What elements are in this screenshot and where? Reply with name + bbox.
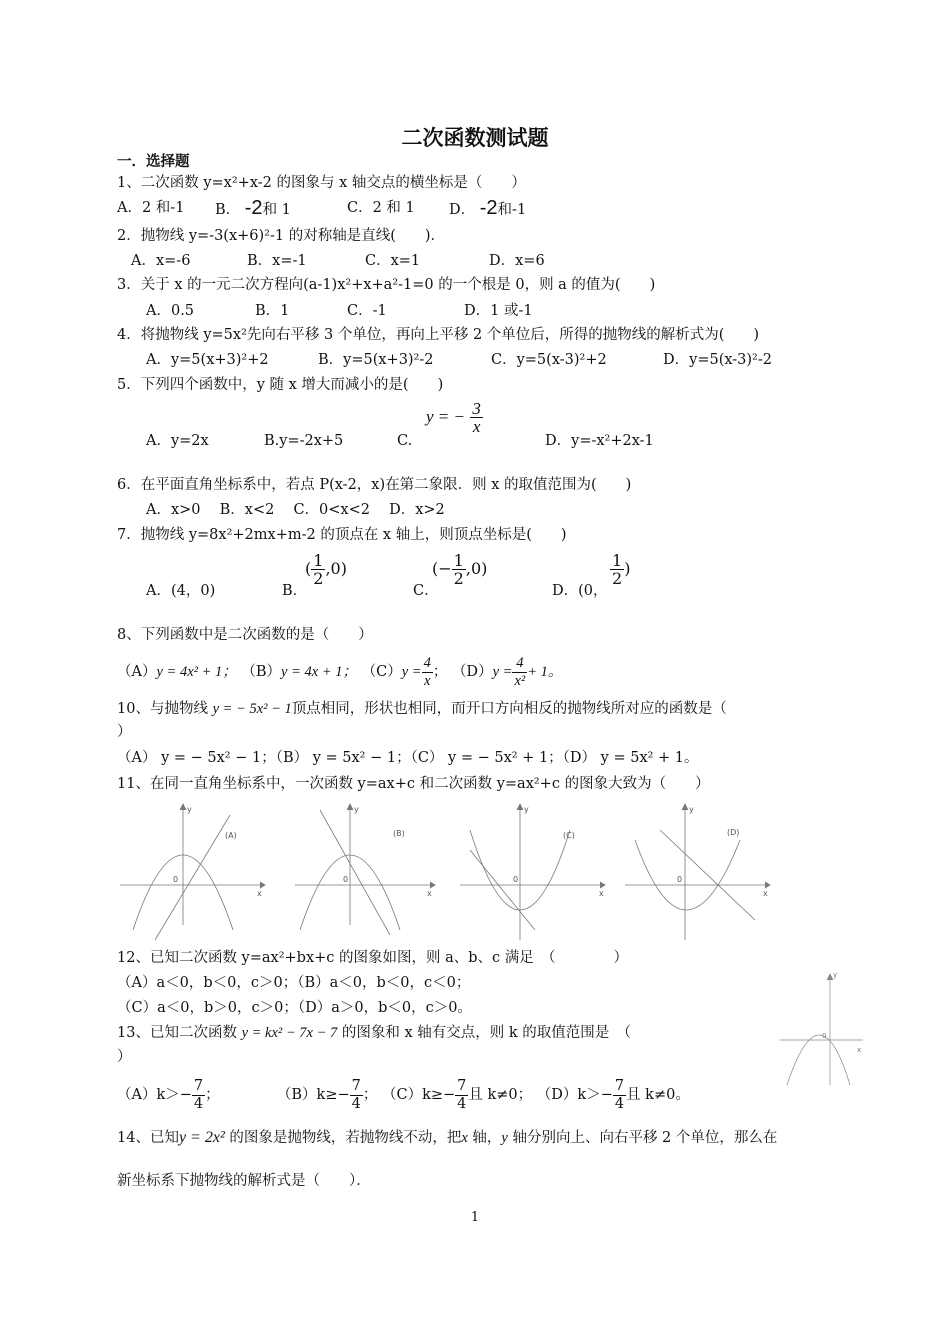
q11-y-b: y <box>354 805 359 814</box>
question-2-stem: 2．抛物线 y=-3(x+6)²-1 的对称轴是直线( )． <box>117 228 446 244</box>
q11-y-c: y <box>524 805 529 814</box>
question-7-stem: 7．抛物线 y=8x²+2mx+m-2 的顶点在 x 轴上，则顶点坐标是( ) <box>117 527 567 543</box>
q11-label-c: (C) <box>563 831 575 840</box>
q4-option-d: D．y=5(x-3)²-2 <box>663 352 772 368</box>
q12-options-line1: （A）a＜0，b＜0，c＞0；（B）a＜0，b＜0，c＜0； <box>117 975 471 991</box>
page-title: 二次函数测试题 <box>401 126 549 150</box>
q3-option-a: A．0.5 <box>146 303 195 319</box>
q11-graphs <box>115 800 775 950</box>
q11-origin-d: 0 <box>677 875 683 884</box>
q11-origin-a: 0 <box>173 875 179 884</box>
q7-option-d-fraction: $\frac{1}{2}$ ) <box>612 551 631 588</box>
question-14-stem-line2: 新坐标系下抛物线的解析式是（ ）． <box>117 1173 371 1189</box>
q3-option-c: C．-1 <box>347 303 387 319</box>
q3-option-b: B．1 <box>255 303 290 319</box>
question-14-stem: 14、已知y = 2x² 的图象是抛物线，若抛物线不动，把x 轴，y 轴分别向上、向右平移 2 个单位，那么在 <box>117 1129 778 1146</box>
q7-option-d: D．(0， <box>552 583 608 599</box>
q12-graph-origin: 0 <box>822 1032 827 1040</box>
q7-option-b-label: B． <box>282 583 308 599</box>
q5-option-a: A．y=2x <box>146 433 209 449</box>
q1-option-c: C．2 和 1 <box>347 200 415 216</box>
q12-graph <box>775 965 870 1090</box>
q2-option-c: C．x=1 <box>365 253 421 269</box>
question-6-stem: 6．在平面直角坐标系中，若点 P(x-2，x)在第二象限．则 x 的取值范围为( ) <box>117 477 632 493</box>
question-10-stem: 10、与抛物线 y = − 5x² − 1顶点相同，形状也相同，而开口方向相反的抛物线所对应的函数是（ <box>117 701 727 717</box>
q11-y-d: y <box>689 805 694 814</box>
q8-options: （A）y = 4x² + 1； （B）y = 4x + 1； （C）y = $\frac{4}{x}$ ； （D）y = $\frac{4}{\text{x²}}$ + 1。 <box>117 654 563 689</box>
q2-option-d: D．x=6 <box>489 253 545 269</box>
q11-graph-d <box>625 804 770 940</box>
q11-x-a: x <box>257 889 262 898</box>
q11-x-b: x <box>427 889 432 898</box>
q4-option-a: A．y=5(x+3)²+2 <box>146 352 269 368</box>
q11-graph-b <box>295 804 435 935</box>
q4-option-c: C．y=5(x-3)²+2 <box>491 352 607 368</box>
q5-option-c-label: C. <box>397 433 413 449</box>
q3-option-d: D．1 或-1 <box>464 303 533 319</box>
q13-options: （A）k＞− $\frac{7}{4}$ ； （B）k≥− $\frac{7}{4}$ ； （C）k≥− $\frac{7}{4}$ 且 k≠0； （D）k＞− $\frac{7}{4}$ 且 k≠0。 <box>117 1077 690 1112</box>
question-3-stem: 3．关于 x 的一元二次方程向(a-1)x²+x+a²-1=0 的一个根是 0，则 a 的值为( ) <box>117 277 656 293</box>
q7-option-a: A．(4，0) <box>146 583 216 599</box>
q11-graph-a <box>120 804 265 940</box>
section-heading: 一．选择题 <box>117 154 190 170</box>
q5-option-b: B.y=-2x+5 <box>264 433 344 449</box>
q5-option-c-formula: y = − $\frac{3}{x}$ <box>426 399 481 436</box>
q11-x-d: x <box>763 889 768 898</box>
q11-y-a: y <box>187 805 192 814</box>
q11-x-c: x <box>599 889 604 898</box>
question-13-stem-end: ） <box>117 1049 132 1065</box>
q11-label-b: (B) <box>393 829 405 838</box>
q1-option-b: B． -2和 1 <box>215 197 291 219</box>
q12-graph-y: y <box>833 971 838 979</box>
q11-label-a: (A) <box>225 831 237 840</box>
q5-option-d: D．y=-x²+2x-1 <box>545 433 654 449</box>
question-5-stem: 5．下列四个函数中，y 随 x 增大而减小的是( ) <box>117 377 444 393</box>
q11-label-d: (D) <box>727 828 740 837</box>
q1-option-d: D． -2和-1 <box>449 197 527 219</box>
q10-options: （A） y = − 5x² − 1；（B） y = 5x² − 1；（C） y = − 5x² + 1；（D） y = 5x² + 1。 <box>117 750 699 766</box>
question-12-stem: 12、已知二次函数 y=ax²+bx+c 的图象如图，则 a、b、c 满足 （ ） <box>117 950 629 966</box>
q2-option-a: A．x=-6 <box>131 253 191 269</box>
q6-options: A．x>0 B．x<2 C．0<x<2 D．x>2 <box>146 502 445 518</box>
question-1-stem: 1、二次函数 y=x²+x-2 的图象与 x 轴交点的横坐标是（ ） <box>117 175 526 191</box>
q2-option-b: B．x=-1 <box>247 253 307 269</box>
question-8-stem: 8、下列函数中是二次函数的是（ ） <box>117 627 373 643</box>
q11-origin-b: 0 <box>343 875 349 884</box>
q7-option-c-label: C． <box>413 583 439 599</box>
question-10-stem-end: ） <box>117 724 132 740</box>
question-11-stem: 11、在同一直角坐标系中，一次函数 y=ax+c 和二次函数 y=ax²+c 的图象大致为（ ） <box>117 776 710 792</box>
question-13-stem: 13、已知二次函数 y = kx² − 7x − 7 的图象和 x 轴有交点，则 k 的取值范围是 （ <box>117 1025 632 1041</box>
q12-options-line2: （C）a＜0，b＞0，c＞0；（D）a＞0，b＜0，c＞0。 <box>117 1000 472 1016</box>
q12-graph-x: x <box>857 1046 862 1054</box>
q7-option-b-formula: ( $\frac{1}{2}$ ,0) <box>305 551 347 588</box>
question-4-stem: 4．将抛物线 y=5x²先向右平移 3 个单位，再向上平移 2 个单位后，所得的抛物线的解析式为( ) <box>117 327 760 343</box>
q1-option-a: A．2 和-1 <box>117 200 185 216</box>
q4-option-b: B．y=5(x+3)²-2 <box>318 352 434 368</box>
q11-origin-c: 0 <box>513 875 519 884</box>
page-number: 1 <box>470 1210 480 1225</box>
q7-option-c-formula: (− $\frac{1}{2}$ ,0) <box>432 551 488 588</box>
q11-graph-c <box>460 804 605 940</box>
